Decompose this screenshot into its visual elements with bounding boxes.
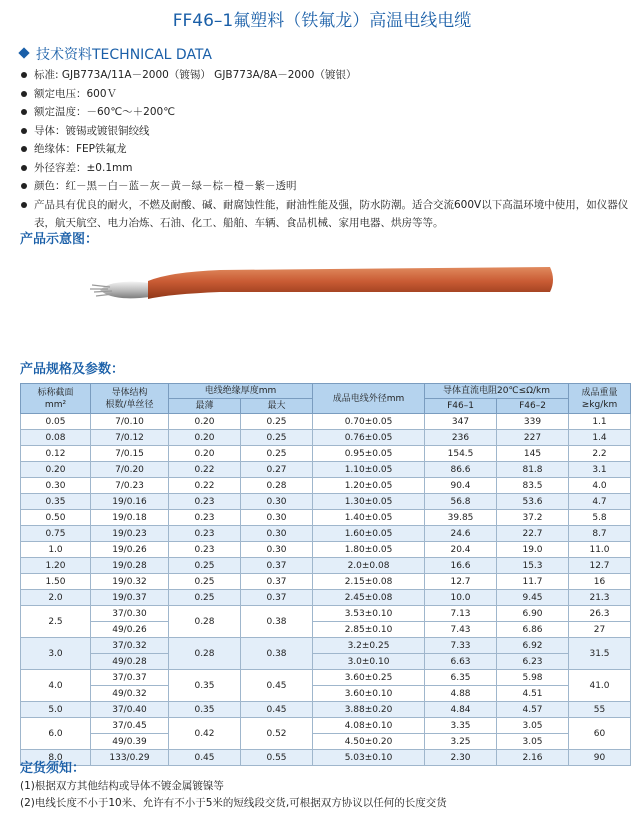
table-cell: 0.76±0.05 xyxy=(313,430,425,446)
tech-data-heading xyxy=(20,44,212,64)
table-cell: 2.15±0.08 xyxy=(313,574,425,590)
table-cell: 5.03±0.10 xyxy=(313,750,425,766)
header-sub: 根数/单丝径 xyxy=(105,399,154,410)
table-cell: 90 xyxy=(569,750,631,766)
table-cell: 0.23 xyxy=(169,542,241,558)
spec-item xyxy=(20,177,630,196)
table-row xyxy=(21,622,631,638)
table-cell: 11.0 xyxy=(569,542,631,558)
spec-text: 导体：镀锡或镀银铜绞线 xyxy=(34,124,150,137)
spec-item xyxy=(20,85,630,104)
table-row xyxy=(21,574,631,590)
table-cell: 5.98 xyxy=(497,670,569,686)
table-cell: 37/0.37 xyxy=(91,670,169,686)
table-cell: 0.45 xyxy=(241,702,313,718)
table-cell: 1.80±0.05 xyxy=(313,542,425,558)
col-header-weight xyxy=(569,384,631,414)
page-title: FF46–1氟塑料（铁氟龙）高温电线电缆 xyxy=(172,11,472,31)
table-cell: 37/0.40 xyxy=(91,702,169,718)
table-cell: 3.88±0.20 xyxy=(313,702,425,718)
table-cell: 236 xyxy=(425,430,497,446)
table-cell: 4.88 xyxy=(425,686,497,702)
table-cell: 11.7 xyxy=(497,574,569,590)
spec-text: 标准: GJB773A/11A－2000（镀锡） GJB773A/8A－2000（镀银） xyxy=(34,69,357,81)
table-cell: 0.37 xyxy=(241,558,313,574)
table-cell: 4.08±0.10 xyxy=(313,718,425,734)
table-cell: 0.75 xyxy=(21,526,91,542)
wire-image xyxy=(80,250,560,310)
table-cell: 19/0.18 xyxy=(91,510,169,526)
table-cell: 49/0.28 xyxy=(91,654,169,670)
table-cell: 83.5 xyxy=(497,478,569,494)
col-header-f46-2: F46–2 xyxy=(497,399,569,414)
table-cell: 0.95±0.05 xyxy=(313,446,425,462)
table-cell: 0.23 xyxy=(169,526,241,542)
table-cell: 0.52 xyxy=(241,718,313,750)
table-cell: 0.23 xyxy=(169,510,241,526)
table-cell: 4.51 xyxy=(497,686,569,702)
table-row xyxy=(21,478,631,494)
table-cell: 7.13 xyxy=(425,606,497,622)
table-cell: 1.1 xyxy=(569,414,631,430)
spec-text: 绝缘体：FEP铁氟龙 xyxy=(34,143,127,155)
table-cell: 0.38 xyxy=(241,638,313,670)
table-cell: 227 xyxy=(497,430,569,446)
table-cell: 0.25 xyxy=(241,414,313,430)
table-cell: 2.5 xyxy=(21,606,91,638)
table-cell: 39.85 xyxy=(425,510,497,526)
table-cell: 1.10±0.05 xyxy=(313,462,425,478)
table-cell: 86.6 xyxy=(425,462,497,478)
table-cell: 8.7 xyxy=(569,526,631,542)
table-row xyxy=(21,526,631,542)
table-cell: 55 xyxy=(569,702,631,718)
diagram-heading: 产品示意图： xyxy=(20,232,99,247)
table-row xyxy=(21,510,631,526)
table-row xyxy=(21,414,631,430)
spec-item xyxy=(20,122,630,141)
table-cell: 2.30 xyxy=(425,750,497,766)
table-cell: 1.4 xyxy=(569,430,631,446)
table-cell: 20.4 xyxy=(425,542,497,558)
table-cell: 0.30 xyxy=(241,542,313,558)
table-cell: 0.30 xyxy=(241,510,313,526)
table-cell: 3.60±0.25 xyxy=(313,670,425,686)
col-header-insulation: 电线绝缘厚度mm xyxy=(169,384,313,399)
table-cell: 3.0 xyxy=(21,638,91,670)
table-cell: 3.25 xyxy=(425,734,497,750)
table-cell: 7.43 xyxy=(425,622,497,638)
table-cell: 0.22 xyxy=(169,478,241,494)
table-cell: 0.23 xyxy=(169,494,241,510)
table-cell: 37/0.32 xyxy=(91,638,169,654)
bullet-icon xyxy=(21,146,27,152)
table-cell: 0.30 xyxy=(241,494,313,510)
table-cell: 2.16 xyxy=(497,750,569,766)
bullet-icon xyxy=(21,202,27,208)
table-cell: 0.42 xyxy=(169,718,241,750)
table-cell: 0.30 xyxy=(241,526,313,542)
table-cell: 81.8 xyxy=(497,462,569,478)
table-cell: 0.50 xyxy=(21,510,91,526)
table-cell: 3.0±0.10 xyxy=(313,654,425,670)
header-text: 成品重量 xyxy=(581,387,618,398)
table-cell: 0.28 xyxy=(169,606,241,638)
table-cell: 133/0.29 xyxy=(91,750,169,766)
table-cell: 12.7 xyxy=(425,574,497,590)
table-cell: 3.35 xyxy=(425,718,497,734)
table-cell: 4.84 xyxy=(425,702,497,718)
spec-table xyxy=(20,383,631,766)
table-cell: 0.25 xyxy=(169,574,241,590)
table-cell: 3.1 xyxy=(569,462,631,478)
table-cell: 0.22 xyxy=(169,462,241,478)
table-cell: 22.7 xyxy=(497,526,569,542)
table-cell: 37.2 xyxy=(497,510,569,526)
table-cell: 2.45±0.08 xyxy=(313,590,425,606)
table-row xyxy=(21,654,631,670)
table-row xyxy=(21,446,631,462)
col-header-max: 最大 xyxy=(241,399,313,414)
bullet-icon xyxy=(21,183,27,189)
table-cell: 12.7 xyxy=(569,558,631,574)
header-text: 导体结构 xyxy=(111,387,148,398)
table-cell: 1.40±0.05 xyxy=(313,510,425,526)
header-unit: ≥kg/km xyxy=(581,399,618,410)
table-cell: 7/0.15 xyxy=(91,446,169,462)
header-text: 标称截面 xyxy=(37,387,74,398)
table-cell: 0.20 xyxy=(169,414,241,430)
table-cell: 27 xyxy=(569,622,631,638)
table-cell: 2.85±0.10 xyxy=(313,622,425,638)
table-cell: 6.0 xyxy=(21,718,91,750)
table-cell: 1.20 xyxy=(21,558,91,574)
spec-item xyxy=(20,159,630,178)
table-cell: 49/0.32 xyxy=(91,686,169,702)
table-row xyxy=(21,606,631,622)
table-cell: 19/0.28 xyxy=(91,558,169,574)
table-cell: 5.8 xyxy=(569,510,631,526)
table-cell: 0.25 xyxy=(169,590,241,606)
table-cell: 37/0.45 xyxy=(91,718,169,734)
tech-data-heading-text: 技术资料TECHNICAL DATA xyxy=(36,47,212,63)
table-cell: 53.6 xyxy=(497,494,569,510)
table-cell: 3.2±0.25 xyxy=(313,638,425,654)
table-cell: 2.0±0.08 xyxy=(313,558,425,574)
table-cell: 10.0 xyxy=(425,590,497,606)
notes-heading: 定货须知： xyxy=(20,761,86,776)
table-cell: 0.20 xyxy=(21,462,91,478)
spec-item xyxy=(20,103,630,122)
table-cell: 7.33 xyxy=(425,638,497,654)
col-header-thinnest: 最薄 xyxy=(169,399,241,414)
table-cell: 5.0 xyxy=(21,702,91,718)
table-cell: 6.86 xyxy=(497,622,569,638)
table-cell: 7/0.12 xyxy=(91,430,169,446)
table-row xyxy=(21,430,631,446)
table-cell: 19/0.32 xyxy=(91,574,169,590)
col-header-od: 成品电线外径mm xyxy=(313,384,425,414)
table-cell: 0.05 xyxy=(21,414,91,430)
table-cell: 0.37 xyxy=(241,574,313,590)
table-cell: 0.20 xyxy=(169,430,241,446)
table-cell: 0.25 xyxy=(169,558,241,574)
col-header-resistance: 导体直流电阻20℃≤Ω/km xyxy=(425,384,569,399)
table-body xyxy=(21,414,631,766)
table-cell: 49/0.39 xyxy=(91,734,169,750)
table-cell: 21.3 xyxy=(569,590,631,606)
table-heading: 产品规格及参数： xyxy=(20,362,125,377)
table-cell: 0.35 xyxy=(169,702,241,718)
note-item: (1)根据双方其他结构或导体不镀金属镀镍等 xyxy=(20,780,224,792)
table-cell: 7/0.10 xyxy=(91,414,169,430)
spec-text: 外径容差：±0.1mm xyxy=(34,161,133,174)
col-header-structure xyxy=(91,384,169,414)
bullet-icon xyxy=(21,72,27,78)
table-cell: 41.0 xyxy=(569,670,631,702)
spec-item xyxy=(20,140,630,159)
table-cell: 145 xyxy=(497,446,569,462)
table-cell: 0.70±0.05 xyxy=(313,414,425,430)
table-cell: 6.90 xyxy=(497,606,569,622)
table-cell: 4.50±0.20 xyxy=(313,734,425,750)
bullet-icon xyxy=(21,128,27,134)
table-cell: 4.7 xyxy=(569,494,631,510)
table-cell: 1.50 xyxy=(21,574,91,590)
table-cell: 1.30±0.05 xyxy=(313,494,425,510)
table-cell: 60 xyxy=(569,718,631,750)
table-cell: 1.60±0.05 xyxy=(313,526,425,542)
table-cell: 19/0.26 xyxy=(91,542,169,558)
table-cell: 0.55 xyxy=(241,750,313,766)
table-cell: 8.0 xyxy=(21,750,91,766)
table-cell: 9.45 xyxy=(497,590,569,606)
table-row xyxy=(21,750,631,766)
table-cell: 7/0.20 xyxy=(91,462,169,478)
table-cell: 4.57 xyxy=(497,702,569,718)
table-cell: 6.23 xyxy=(497,654,569,670)
table-cell: 56.8 xyxy=(425,494,497,510)
table-cell: 4.0 xyxy=(569,478,631,494)
table-cell: 0.25 xyxy=(241,446,313,462)
spec-text: 额定温度：－60℃～＋200℃ xyxy=(34,106,175,118)
spec-list xyxy=(20,66,630,233)
table-row xyxy=(21,670,631,686)
table-cell: 19/0.23 xyxy=(91,526,169,542)
table-cell: 0.45 xyxy=(241,670,313,702)
table-cell: 49/0.26 xyxy=(91,622,169,638)
table-cell: 7/0.23 xyxy=(91,478,169,494)
col-header-cross-section xyxy=(21,384,91,414)
table-cell: 3.05 xyxy=(497,718,569,734)
table-cell: 347 xyxy=(425,414,497,430)
table-cell: 1.0 xyxy=(21,542,91,558)
spec-text: 颜色：红－黑－白－蓝－灰－黄－绿－棕－橙－紫－透明 xyxy=(34,180,297,192)
table-cell: 3.53±0.10 xyxy=(313,606,425,622)
table-row xyxy=(21,542,631,558)
table-cell: 24.6 xyxy=(425,526,497,542)
table-cell: 3.60±0.10 xyxy=(313,686,425,702)
table-cell: 90.4 xyxy=(425,478,497,494)
table-cell: 0.08 xyxy=(21,430,91,446)
table-cell: 1.20±0.05 xyxy=(313,478,425,494)
table-row xyxy=(21,462,631,478)
table-row xyxy=(21,734,631,750)
table-cell: 0.28 xyxy=(241,478,313,494)
spec-item xyxy=(20,196,630,233)
table-cell: 26.3 xyxy=(569,606,631,622)
note-item: (2)电线长度不小于10米、允许有不小于5米的短线段交货,可根据双方协议以任何的长度交货 xyxy=(20,797,447,809)
table-cell: 6.92 xyxy=(497,638,569,654)
table-cell: 0.25 xyxy=(241,430,313,446)
table-cell: 19/0.16 xyxy=(91,494,169,510)
col-header-f46-1: F46–1 xyxy=(425,399,497,414)
table-cell: 0.45 xyxy=(169,750,241,766)
spec-item xyxy=(20,66,630,85)
table-cell: 31.5 xyxy=(569,638,631,670)
table-cell: 19/0.37 xyxy=(91,590,169,606)
table-row xyxy=(21,686,631,702)
table-cell: 0.38 xyxy=(241,606,313,638)
header-unit: mm² xyxy=(44,399,67,410)
table-cell: 15.3 xyxy=(497,558,569,574)
table-cell: 0.37 xyxy=(241,590,313,606)
table-row xyxy=(21,718,631,734)
table-row xyxy=(21,558,631,574)
table-cell: 339 xyxy=(497,414,569,430)
table-cell: 19.0 xyxy=(497,542,569,558)
diamond-bullet-icon xyxy=(18,47,29,58)
table-cell: 6.63 xyxy=(425,654,497,670)
table-cell: 2.2 xyxy=(569,446,631,462)
table-cell: 0.27 xyxy=(241,462,313,478)
notes xyxy=(20,778,447,812)
table-cell: 0.20 xyxy=(169,446,241,462)
table-cell: 16.6 xyxy=(425,558,497,574)
bullet-icon xyxy=(21,91,27,97)
table-cell: 2.0 xyxy=(21,590,91,606)
table-cell: 6.35 xyxy=(425,670,497,686)
table-row xyxy=(21,702,631,718)
table-cell: 0.30 xyxy=(21,478,91,494)
table-cell: 0.35 xyxy=(169,670,241,702)
table-row xyxy=(21,638,631,654)
table-cell: 0.28 xyxy=(169,638,241,670)
table-row xyxy=(21,590,631,606)
bullet-icon xyxy=(21,109,27,115)
table-cell: 37/0.30 xyxy=(91,606,169,622)
table-cell: 16 xyxy=(569,574,631,590)
spec-text: 额定电压：600Ｖ xyxy=(34,87,118,100)
table-cell: 0.35 xyxy=(21,494,91,510)
table-cell: 4.0 xyxy=(21,670,91,702)
spec-text: 产品具有优良的耐火，不燃及耐酸、碱、耐腐蚀性能，耐油性能及强，防水防潮。适合交流600V以下高温环境中使用，如仪器仪表，航天航空、电力冶炼、石油、化工、船舶、车辆、食品机械、家用电器、烘房等等。 xyxy=(34,198,629,229)
bullet-icon xyxy=(21,165,27,171)
table-cell: 3.05 xyxy=(497,734,569,750)
table-cell: 154.5 xyxy=(425,446,497,462)
table-cell: 0.12 xyxy=(21,446,91,462)
table-row xyxy=(21,494,631,510)
